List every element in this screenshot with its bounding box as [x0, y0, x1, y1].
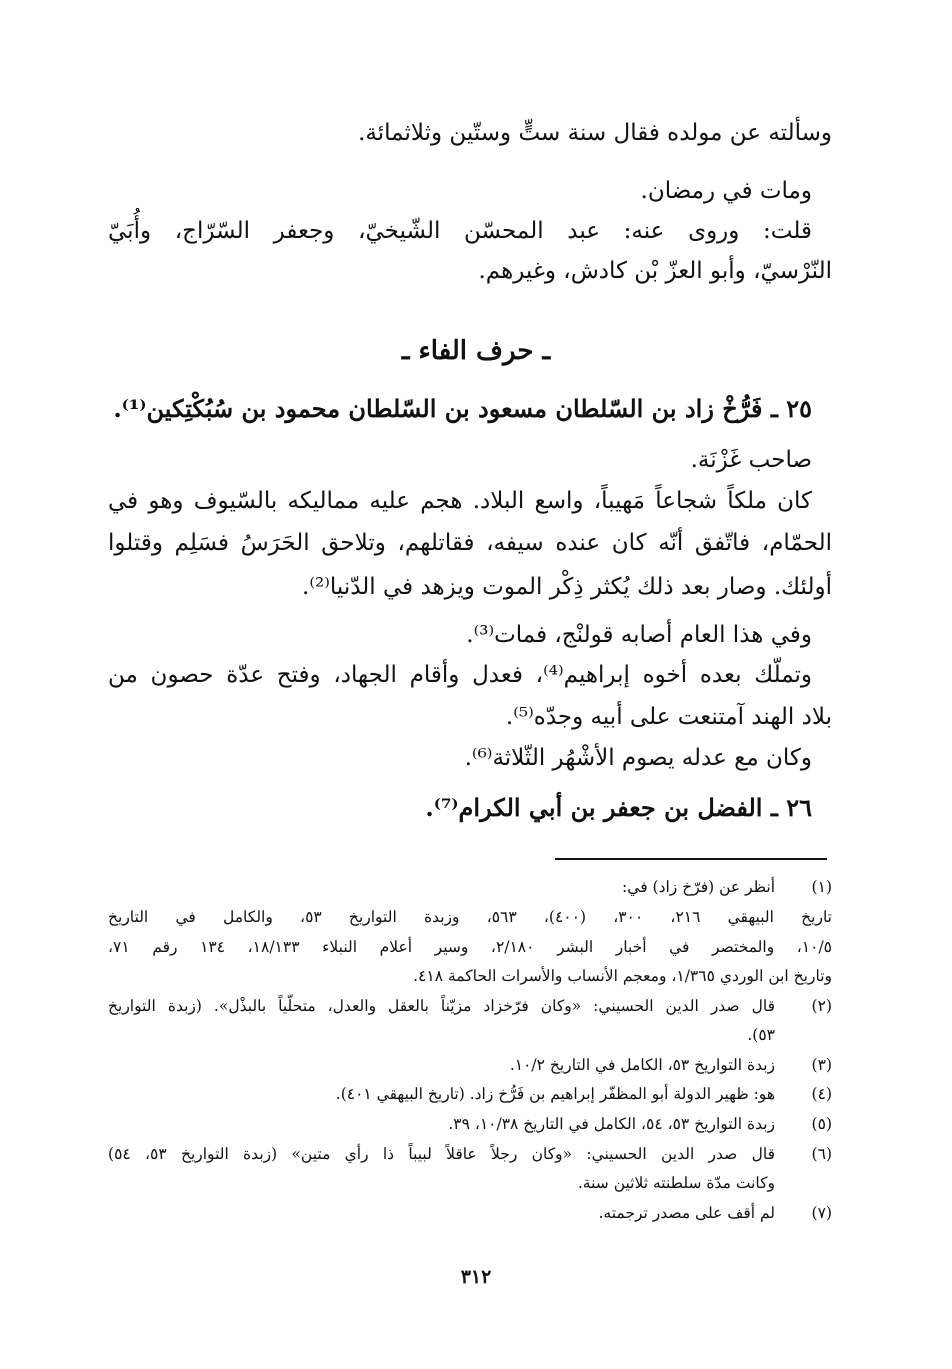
text-line: ومات في رمضان.	[640, 178, 812, 204]
text-line: صاحب غَزْنَة.	[690, 447, 812, 473]
footnote-text: لم أقف على مصدر ترجمته.	[598, 1204, 775, 1222]
footnote-number: (٦)	[811, 1145, 832, 1163]
footnote-text: زبدة التواريخ ٥٣، الكامل في التاريخ ١٠/٢.	[509, 1056, 775, 1074]
footnote-continuation	[108, 963, 832, 989]
footnote-number: (٢)	[811, 997, 832, 1015]
footnote-text: زبدة التواريخ ٥٣، ٥٤، الكامل في التاريخ ١٠/٣٨، ٣٩.	[448, 1115, 775, 1133]
footnote	[108, 1141, 832, 1167]
text-line: النّرْسيّ، وأبو العزّ بْن كادش، وغيرهم.	[478, 258, 832, 284]
footnote-continuation	[108, 904, 832, 930]
entry-title: ٢٦ ـ الفضل بن جعفر بن أبي الكرام⁽⁷⁾.	[425, 793, 812, 822]
footnote-text: وكانت مدّة سلطنته ثلاثين سنة.	[577, 1174, 775, 1192]
text-line: وكان مع عدله يصوم الأشْهُر الثّلاثة⁽⁶⁾.	[464, 745, 812, 771]
page-number: ٣١٢	[460, 1266, 492, 1288]
footnote	[108, 993, 832, 1019]
text-line: قلت: وروى عنه: عبد المحسّن الشّيخيّ، وجعفر السّرّاج، وأُبَيّ	[108, 218, 812, 244]
footnote	[108, 1200, 832, 1226]
footnote-number: (٧)	[811, 1204, 832, 1222]
entry-title: ٢٥ ـ فَرُّخْ زاد بن السّلطان مسعود بن السّلطان محمود بن سُبُكْتِكين⁽¹⁾.	[113, 394, 812, 423]
footnote	[108, 1081, 832, 1107]
footnote-text: ٥٣).	[747, 1026, 775, 1044]
footnote-text: تاريخ البيهقي ٢١٦، ٣٠٠، (٤٠٠)، ٥٦٣، وزبدة التواريخ ٥٣، والكامل في التاريخ	[108, 908, 832, 926]
text-line: وسألته عن مولده فقال سنة ستٍّ وستّين وثلاثمائة.	[358, 120, 832, 146]
text-line: الحمّام، فاتّفق أنّه كان عنده سيفه، فقاتلهم، وتلاحق الحَرَسُ فسَلِم وقتلوا	[108, 530, 832, 556]
text-line: وتملّك بعده أخوه إبراهيم⁽⁴⁾، فعدل وأقام الجهاد، وفتح عدّة حصون من	[108, 662, 813, 688]
footnote-continuation	[108, 1022, 832, 1048]
footnote-separator	[555, 858, 827, 860]
text-line: وفي هذا العام أصابه قولنْج، فمات⁽³⁾.	[466, 622, 812, 648]
footnote	[108, 1052, 832, 1078]
footnote	[108, 874, 832, 900]
footnote-continuation	[108, 1170, 832, 1196]
footnote-number: (٥)	[811, 1115, 832, 1133]
footnote-text: أنظر عن (فرّخ زاد) في:	[622, 878, 775, 896]
footnote-text: هو: ظهير الدولة أبو المظفّر إبراهيم بن فَرُّخ زاد. (تاريخ البيهقي ٤٠١).	[335, 1085, 775, 1103]
footnote	[108, 1111, 832, 1137]
footnote-number: (٣)	[811, 1056, 832, 1074]
footnote-number: (٤)	[811, 1085, 832, 1103]
text-line: بلاد الهند آمتنعت على أبيه وجدّه⁽⁵⁾.	[505, 704, 832, 730]
section-heading: ـ حرف الفاء ـ	[401, 336, 551, 366]
footnote-text: وتاريخ ابن الوردي ١/٣٦٥، ومعجم الأنساب والأسرات الحاكمة ٤١٨.	[413, 967, 832, 985]
footnote-number: (١)	[811, 878, 832, 896]
text-line: أولئك. وصار بعد ذلك يُكثر ذِكْر الموت ويزهد في الدّنيا⁽²⁾.	[302, 574, 832, 600]
footnote-text: ١٠/٥، والمختصر في أخبار البشر ٢/١٨٠، وسير أعلام النبلاء ١٨/١٣٣، ١٣٤ رقم ٧١،	[108, 938, 832, 956]
text-line: كان ملكاً شجاعاً مَهيباً، واسع البلاد. هجم عليه مماليكه بالسّيوف وهو في	[108, 488, 812, 514]
footnote-text: قال صدر الدين الحسيني: «وكان رجلاً عاقلاً لبيباً ذا رأي متين» (زبدة التواريخ ٥٣، ٥٤)	[108, 1145, 775, 1163]
footnote-text: قال صدر الدين الحسيني: «وكان فرّخزاد مزيّناً بالعقل والعدل، متحلّياً بالبذْل». (زبدة التواريخ	[108, 997, 775, 1015]
footnote-continuation	[108, 934, 832, 960]
